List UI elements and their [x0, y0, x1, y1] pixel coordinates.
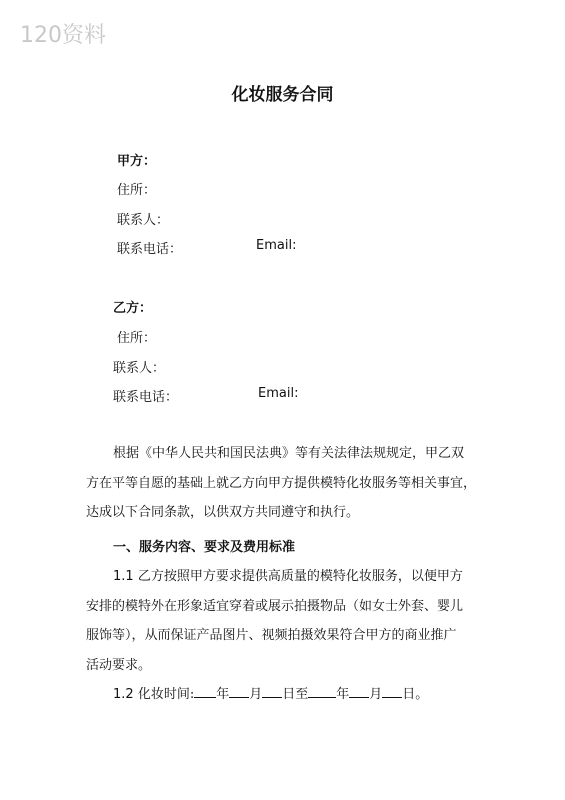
party-a-heading: 甲方： [117, 154, 157, 169]
month-label: 月 [249, 687, 263, 702]
blank-line[interactable] [349, 684, 369, 698]
blank-line[interactable] [194, 684, 216, 698]
clause-1-2 [113, 683, 428, 702]
clause-line: 安排的模特外在形象适宜穿着或展示拍摄物品（如女士外套、婴儿 [86, 598, 464, 614]
party-b-contact-label: 联系人： [113, 361, 166, 376]
clause-1-1 [86, 562, 486, 680]
party-b-address-label: 住所： [117, 331, 157, 346]
party-a-phone-label: 联系电话： [117, 242, 183, 257]
party-a-address-label: 住所： [117, 183, 157, 198]
intro-line: 根据《中华人民共和国民法典》等有关法律法规规定，甲乙双 [113, 446, 465, 461]
blank-line[interactable] [382, 684, 402, 698]
clause-line: 服饰等），从而保证产品图片、视频拍摄效果符合甲方的商业推广 [86, 628, 457, 643]
clause-text: 乙方按照甲方要求提供高质量的模特化妆服务，以便甲方 [137, 569, 463, 584]
clause-line [86, 562, 486, 592]
blank-line[interactable] [308, 684, 336, 698]
party-b-phone-label: 联系电话： [113, 390, 179, 405]
watermark: 120资料 [20, 23, 106, 48]
year-label-2: 年 [336, 687, 350, 702]
party-a-email-label: Email: [256, 238, 297, 253]
party-a-contact-label: 联系人： [117, 213, 170, 228]
intro-paragraph [86, 439, 486, 528]
clause-number: 1.1 [113, 569, 134, 584]
clause-number: 1.2 [113, 687, 134, 702]
clause-line: 活动要求。 [86, 657, 152, 673]
year-label: 年 [216, 687, 230, 702]
intro-line: 方在平等自愿的基础上就乙方向甲方提供模特化妆服务等相关事宜， [86, 475, 477, 491]
page-title: 化妆服务合同 [231, 85, 334, 105]
intro-line: 达成以下合同条款，以供双方共同遵守和执行。 [86, 505, 360, 520]
blank-line[interactable] [229, 684, 249, 698]
party-b-email-label: Email: [258, 386, 299, 401]
blank-line[interactable] [262, 684, 282, 698]
party-b-heading: 乙方： [113, 301, 153, 316]
day-to-label: 日至 [282, 687, 309, 702]
time-label: 化妆时间: [137, 687, 195, 702]
month-label-2: 月 [369, 687, 383, 702]
section-1-heading: 一、服务内容、要求及费用标准 [113, 540, 296, 555]
day-end-label: 日。 [402, 687, 429, 702]
